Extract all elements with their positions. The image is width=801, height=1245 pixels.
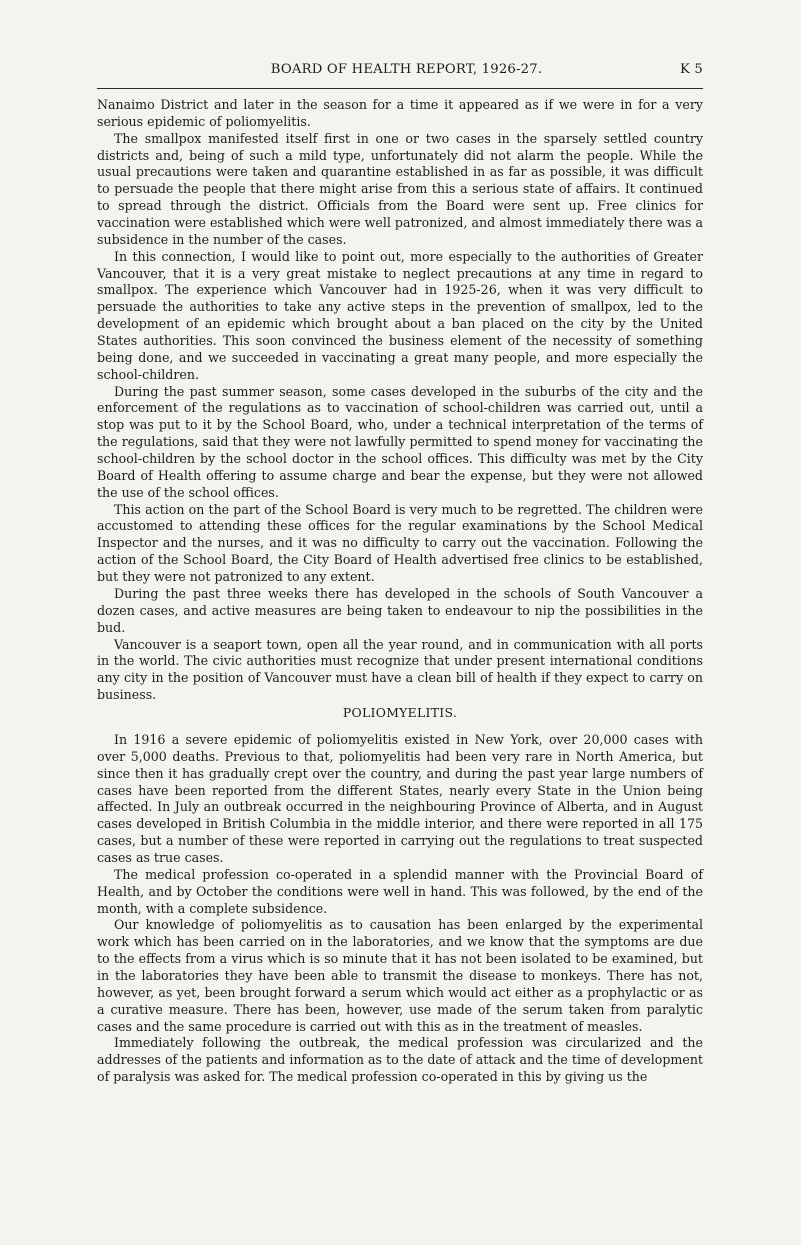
paragraph: In this connection, I would like to point out, more especially to the authorities of Greater Vancouver, that it is a very great mistake to neglect precautions at any time in regard to smallpox. The experience which Vancouver had in 1925-26, when it was very difficult to persuade the authorities to take any active steps in the prevention of smallpox, led to the development of an epidemic which brought about a ban placed on the city by the United States authorities. This soon convinced the business element of the necessity of something being done, and we succeeded in vaccinating a great many people, and more especially the school-children. xyxy=(97,248,703,382)
paragraph: During the past three weeks there has developed in the schools of South Vancouver a dozen cases, and active measures are being taken to endeavour to nip the possibilities in the bud. xyxy=(97,585,703,635)
report-title: BOARD OF HEALTH REPORT, 1926-27. xyxy=(270,62,543,77)
paragraph: This action on the part of the School Board is very much to be regretted. The children were accustomed to attending these offices for the regular examinations by the School Medical Inspector and the nurses, and it was no difficulty to carry out the vaccination. Following the action of the School Board, the City Board of Health advertised free clinics to be established, but they were not patronized to any extent. xyxy=(97,501,703,585)
paragraph: Nanaimo District and later in the season for a time it appeared as if we were in for a very serious epidemic of poliomyelitis. xyxy=(97,97,703,129)
paragraph: Our knowledge of poliomyelitis as to causation has been enlarged by the experimental work which has been carried on in the laboratories, and we know that the symptoms are due to the effects from a virus which is so minute that it has not been isolated to be examined, but in the laboratories they have been able to transmit the disease to monkeys. There has not, however, as yet, been brought forward a serum which would act either as a prophylactic or as a curative measure. There has been, however, use made of the serum taken from paralytic cases and the same procedure is carried out with this as in the treatment of measles. xyxy=(97,917,703,1034)
report-body xyxy=(97,97,703,1086)
paragraph: In 1916 a severe epidemic of poliomyelitis existed in New York, over 20,000 cases with over 5,000 deaths. Previous to that, poliomyelitis had been very rare in North America, but since then it has gradually crept over the country, and during the past year large numbers of cases have been reported from the different States, nearly every State in the Union being affected. In July an outbreak occurred in the neighbouring Province of Alberta, and in August cases developed in British Columbia in the middle interior, and there were reported in all 175 cases, but a number of these were reported in carrying out the regulations to treat suspected cases as true cases. xyxy=(97,731,703,865)
paragraph: During the past summer season, some cases developed in the suburbs of the city and the enforcement of the regulations as to vaccination of school-children was carried out, until a stop was put to it by the School Board, who, under a technical interpretation of the terms of the regulations, said that they were not lawfully permitted to spend money for vaccinating the school-children by the school doctor in the school offices. This difficulty was met by the City Board of Health offering to assume charge and bear the expense, but they were not allowed the use of the school offices. xyxy=(97,383,703,500)
section-heading: POLIOMYELITIS. xyxy=(342,704,458,720)
paragraph: The medical profession co-operated in a splendid manner with the Provincial Board of Health, and by October the conditions were well in hand. This was followed, by the end of the month, with a complete subsidence. xyxy=(97,866,703,916)
paragraph: Immediately following the outbreak, the medical profession was circularized and the addresses of the patients and information as to the date of attack and the time of development of paralysis was asked for. The medical profession co-operated in this by giving us the xyxy=(97,1035,703,1085)
running-header xyxy=(97,62,703,89)
document-page xyxy=(97,62,703,1086)
paragraph: Vancouver is a seaport town, open all the year round, and in communication with all ports in the world. The civic authorities must recognize that under present international conditions any city in the position of Vancouver must have a clean bill of health if they expect to carry on business. xyxy=(97,636,703,703)
paragraph: The smallpox manifested itself first in one or two cases in the sparsely settled country districts and, being of such a mild type, unfortunately did not alarm the people. While the usual precautions were taken and quarantine established in as far as possible, it was difficult to persuade the people that there might arise from this a serious state of affairs. It continued to spread through the district. Officials from the Board were sent up. Free clinics for vaccination were established which were well patronized, and almost immediately there was a subsidence in the number of the cases. xyxy=(97,130,703,247)
page-number: K 5 xyxy=(679,62,703,77)
